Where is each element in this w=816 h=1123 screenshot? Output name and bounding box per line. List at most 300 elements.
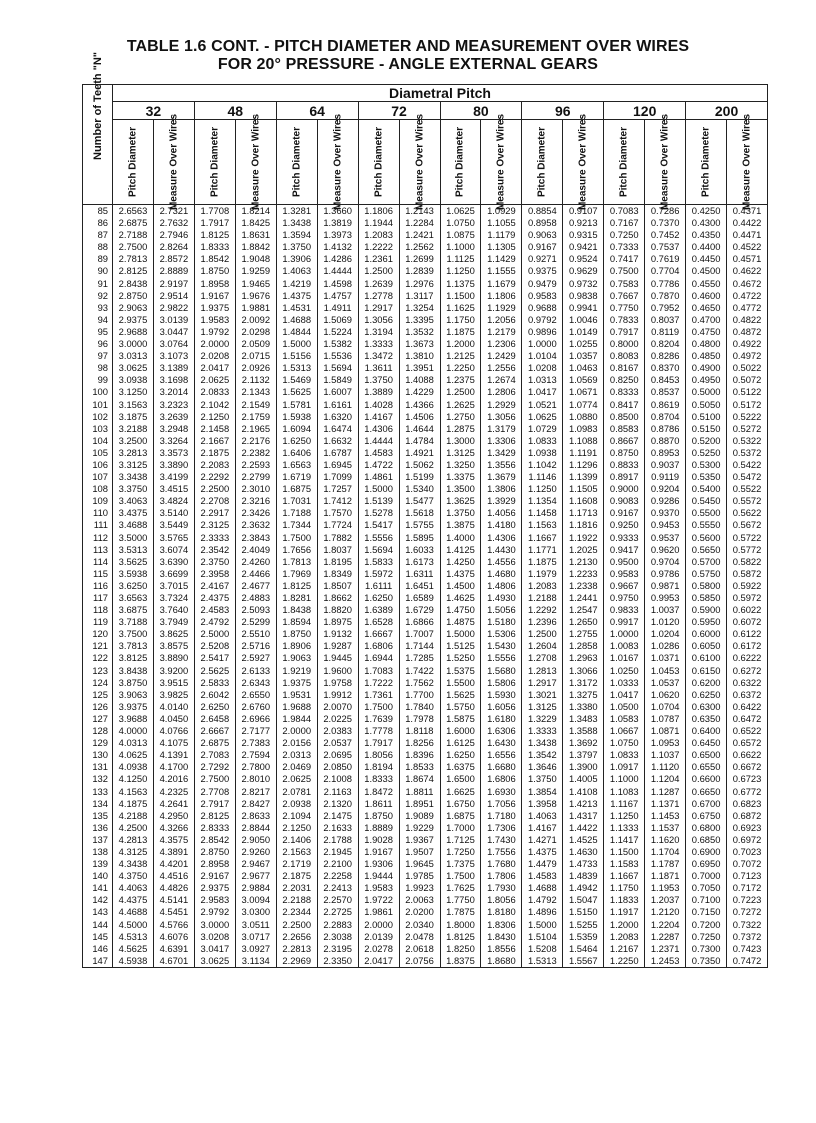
measure-over-wires-cell: 0.6022: [727, 604, 768, 616]
measure-over-wires-cell: 3.1389: [153, 362, 194, 374]
pitch-diameter-cell: 1.1806: [358, 205, 399, 218]
measure-over-wires-cell: 1.0620: [645, 689, 686, 701]
teeth-count: 96: [83, 338, 113, 350]
measure-over-wires-cell: 3.9825: [153, 689, 194, 701]
pitch-diameter-cell: 1.3333: [358, 338, 399, 350]
teeth-count: 143: [83, 906, 113, 918]
pitch-diameter-cell: 4.1250: [113, 773, 154, 785]
pitch-diameter-cell: 2.8125: [194, 810, 235, 822]
pitch-diameter-cell: 1.3750: [522, 773, 563, 785]
measure-over-wires-cell: 1.6787: [317, 447, 358, 459]
measure-over-wires-cell: 3.8625: [153, 628, 194, 640]
pitch-diameter-cell: 1.8125: [194, 229, 235, 241]
measure-over-wires-cell: 2.7594: [235, 749, 276, 761]
pitch-diameter-cell: 0.5150: [686, 423, 727, 435]
pitch-diameter-cell: 1.1167: [604, 798, 645, 810]
measure-over-wires-cell: 1.1120: [645, 761, 686, 773]
measure-over-wires-cell: 2.7946: [153, 229, 194, 241]
measure-over-wires-cell: 2.1343: [235, 386, 276, 398]
pitch-diameter-cell: 0.4750: [686, 326, 727, 338]
measure-over-wires-cell: 4.4201: [153, 858, 194, 870]
pitch-diameter-cell: 0.5350: [686, 471, 727, 483]
measure-over-wires-cell: 0.8286: [645, 350, 686, 362]
teeth-count: 132: [83, 773, 113, 785]
pitch-diameter-cell: 0.4800: [686, 338, 727, 350]
pitch-diameter-cell: 3.0000: [194, 919, 235, 931]
measure-over-wires-cell: 0.7472: [727, 955, 768, 968]
pitch-diameter-cell: 0.9667: [604, 580, 645, 592]
table-row: [83, 423, 768, 435]
pitch-diameter-cell: 1.3194: [358, 326, 399, 338]
measure-over-wires-cell: 4.2950: [153, 810, 194, 822]
pitch-diameter-cell: 1.2083: [358, 229, 399, 241]
teeth-label: Number of Teeth "N": [92, 51, 104, 160]
measure-over-wires-cell: 0.4471: [727, 229, 768, 241]
pitch-diameter-cell: 1.7361: [358, 689, 399, 701]
pitch-diameter-cell: 0.4850: [686, 350, 727, 362]
measure-over-wires-cell: 1.0929: [481, 205, 522, 218]
measure-over-wires-cell: 2.1163: [317, 786, 358, 798]
pitch-diameter-cell: 1.7222: [358, 677, 399, 689]
pitch-diameter-cell: 1.4875: [440, 616, 481, 628]
measure-over-wires-cell: 2.4049: [235, 544, 276, 556]
pitch-diameter-cell: 1.5139: [358, 495, 399, 507]
pitch-diameter-cell: 3.5938: [113, 568, 154, 580]
measure-over-wires-cell: 4.0450: [153, 713, 194, 725]
pitch-diameter-cell: 1.7656: [276, 544, 317, 556]
measure-over-wires-cell: 1.2755: [563, 628, 604, 640]
pitch-diameter-cell: 0.4300: [686, 217, 727, 229]
pitch-diameter-cell: 1.1667: [604, 870, 645, 882]
pitch-diameter-cell: 0.6450: [686, 737, 727, 749]
measure-over-wires-cell: 2.7321: [153, 205, 194, 218]
pitch-diameter-cell: 3.2500: [113, 435, 154, 447]
pitch-diameter-cell: 0.6350: [686, 713, 727, 725]
pitch-diameter-cell: 2.4792: [194, 616, 235, 628]
pitch-diameter-cell: 1.8333: [358, 773, 399, 785]
pitch-diameter-cell: 0.6800: [686, 822, 727, 834]
measure-over-wires-cell: 2.4883: [235, 592, 276, 604]
measure-over-wires-label: Measure Over Wires: [168, 113, 180, 211]
measure-over-wires-cell: 0.6823: [727, 798, 768, 810]
pitch-diameter-cell: 0.6700: [686, 798, 727, 810]
measure-over-wires-cell: 2.1132: [235, 374, 276, 386]
pitch-diameter-cell: 4.4688: [113, 906, 154, 918]
measure-over-wires-label: Measure Over Wires: [414, 113, 426, 211]
pitch-diameter-cell: 2.2708: [194, 495, 235, 507]
measure-over-wires-cell: 0.8870: [645, 435, 686, 447]
measure-over-wires-cell: 1.5047: [563, 894, 604, 906]
pitch-diameter-cell: 2.2031: [276, 882, 317, 894]
pitch-diameter-cell: 1.9792: [194, 326, 235, 338]
measure-over-wires-cell: 1.2130: [563, 556, 604, 568]
pitch-diameter-cell: 1.4063: [276, 265, 317, 277]
pitch-diameter-cell: 1.5000: [522, 919, 563, 931]
measure-over-wires-cell: 1.0120: [645, 616, 686, 628]
measure-over-wires-cell: 1.4784: [399, 435, 440, 447]
measure-over-wires-cell: 0.9537: [645, 532, 686, 544]
measure-over-wires-cell: 0.5872: [727, 568, 768, 580]
pitch-diameter-cell: 4.0313: [113, 737, 154, 749]
measure-over-wires-cell: 1.6173: [399, 556, 440, 568]
pitch-diameter-cell: 1.7031: [276, 495, 317, 507]
measure-over-wires-cell: 1.4229: [399, 386, 440, 398]
pitch-diameter-cell: 3.1250: [113, 386, 154, 398]
measure-over-wires-cell: 1.3556: [481, 459, 522, 471]
teeth-count: 115: [83, 568, 113, 580]
teeth-count: 133: [83, 786, 113, 798]
measure-over-wires-cell: 0.6622: [727, 749, 768, 761]
pitch-diameter-cell: 0.5400: [686, 483, 727, 495]
table-row: [83, 882, 768, 894]
pitch-diameter-cell: 0.6400: [686, 725, 727, 737]
measure-over-wires-cell: 2.8010: [235, 773, 276, 785]
measure-over-wires-cell: 1.2650: [563, 616, 604, 628]
measure-over-wires-cell: 1.1371: [645, 798, 686, 810]
measure-over-wires-cell: 1.0774: [563, 399, 604, 411]
measure-over-wires-cell: 3.7015: [153, 580, 194, 592]
pitch-diameter-cell: 2.0625: [194, 374, 235, 386]
pitch-diameter-cell: 1.7500: [440, 870, 481, 882]
measure-over-wires-cell: 1.3483: [563, 713, 604, 725]
pitch-diameter-cell: 1.2625: [440, 399, 481, 411]
pitch-diameter-cell: 1.3472: [358, 350, 399, 362]
pitch-diameter-cell: 0.7250: [686, 931, 727, 943]
pitch-diameter-cell: 1.0583: [604, 713, 645, 725]
table-row: [83, 725, 768, 737]
pitch-diameter-cell: 3.2813: [113, 447, 154, 459]
pitch-diameter-cell: 1.1083: [604, 786, 645, 798]
pitch-diameter-cell: 1.8889: [358, 822, 399, 834]
pitch-diameter-cell: 3.0625: [113, 362, 154, 374]
pitch-diameter-cell: 1.1250: [522, 483, 563, 495]
teeth-count: 103: [83, 423, 113, 435]
pitch-diameter-cell: 1.9583: [358, 882, 399, 894]
measure-over-wires-cell: 1.8180: [481, 906, 522, 918]
measure-over-wires-cell: 0.7286: [645, 205, 686, 218]
measure-over-wires-cell: 1.3056: [481, 411, 522, 423]
measure-over-wires-cell: 0.9107: [563, 205, 604, 218]
measure-over-wires-cell: 1.6180: [481, 713, 522, 725]
pitch-diameter-cell: 3.9063: [113, 689, 154, 701]
pitch-diameter-cell: 2.2188: [276, 894, 317, 906]
pitch-diameter-cell: 2.7813: [113, 253, 154, 265]
pitch-diameter-cell: 1.4844: [276, 326, 317, 338]
pitch-diameter-cell: 0.6650: [686, 786, 727, 798]
table-row: [83, 665, 768, 677]
measure-over-wires-cell: 3.1698: [153, 374, 194, 386]
pitch-diameter-cell: 1.3958: [522, 798, 563, 810]
measure-over-wires-cell: 0.9732: [563, 278, 604, 290]
measure-over-wires-cell: 1.8975: [317, 616, 358, 628]
pitch-diameter-cell: 0.4950: [686, 374, 727, 386]
measure-over-wires-cell: 1.3395: [399, 314, 440, 326]
pitch-diameter-cell: 1.1750: [604, 882, 645, 894]
measure-over-wires-cell: 1.1922: [563, 532, 604, 544]
pitch-diameter-cell: 0.9083: [604, 495, 645, 507]
measure-over-wires-cell: 1.7285: [399, 652, 440, 664]
pitch-diameter-cell: 3.3750: [113, 483, 154, 495]
measure-over-wires-cell: 3.9200: [153, 665, 194, 677]
measure-over-wires-cell: 1.7556: [481, 846, 522, 858]
measure-over-wires-cell: 1.2025: [563, 544, 604, 556]
pitch-diameter-cell: 1.7813: [276, 556, 317, 568]
measure-over-wires-cell: 2.0225: [317, 713, 358, 725]
measure-over-wires-cell: 1.8306: [481, 919, 522, 931]
measure-over-wires-cell: 0.4622: [727, 265, 768, 277]
pitch-diameter-cell: 1.4125: [440, 544, 481, 556]
measure-over-wires-cell: 1.1179: [481, 229, 522, 241]
pitch-diameter-cell: 3.4063: [113, 495, 154, 507]
teeth-count: 95: [83, 326, 113, 338]
measure-over-wires-cell: 1.8631: [235, 229, 276, 241]
measure-over-wires-cell: 1.9132: [317, 628, 358, 640]
pitch-diameter-cell: 2.9375: [113, 314, 154, 326]
teeth-count: 121: [83, 640, 113, 652]
measure-over-wires-cell: 1.2284: [399, 217, 440, 229]
measure-over-wires-cell: 1.9465: [235, 278, 276, 290]
pitch-diameter-cell: 0.8750: [604, 447, 645, 459]
pitch-diameter-cell: 1.0521: [522, 399, 563, 411]
pitch-diameter-cell: 3.6875: [113, 604, 154, 616]
pitch-diameter-cell: 1.6250: [440, 749, 481, 761]
measure-over-wires-cell: 1.4317: [563, 810, 604, 822]
measure-over-wires-cell: 1.0204: [645, 628, 686, 640]
measure-over-wires-cell: 1.6474: [317, 423, 358, 435]
measure-over-wires-cell: 1.5062: [399, 459, 440, 471]
pitch-diameter-cell: 1.3611: [358, 362, 399, 374]
measure-over-wires-cell: 1.6033: [399, 544, 440, 556]
measure-over-wires-cell: 0.7322: [727, 919, 768, 931]
pitch-diameter-cell: 1.3854: [522, 786, 563, 798]
measure-over-wires-cell: 1.2204: [645, 919, 686, 931]
pitch-diameter-cell: 1.0938: [522, 447, 563, 459]
teeth-count: 100: [83, 386, 113, 398]
pitch-diameter-cell: 0.7083: [604, 205, 645, 218]
pitch-diameter-cell: 0.5650: [686, 544, 727, 556]
measure-over-wires-cell: 1.3929: [481, 495, 522, 507]
pitch-diameter-cell: 1.4688: [276, 314, 317, 326]
pitch-diameter-cell: 1.7000: [440, 822, 481, 834]
measure-over-wires-cell: 0.6923: [727, 822, 768, 834]
measure-over-wires-cell: 1.5680: [481, 665, 522, 677]
pitch-diameter-cell: 1.4531: [276, 302, 317, 314]
pitch-diameter-cell: 1.1563: [522, 519, 563, 531]
pitch-diameter-cell: 1.4444: [358, 435, 399, 447]
measure-over-wires-cell: 1.7930: [481, 882, 522, 894]
measure-over-wires-cell: 2.2799: [235, 471, 276, 483]
pitch-diameter-cell: 2.8750: [194, 846, 235, 858]
measure-over-wires-cell: 1.4056: [481, 507, 522, 519]
measure-over-wires-cell: 1.1704: [645, 846, 686, 858]
pitch-diameter-cell: 3.8438: [113, 665, 154, 677]
pitch-diameter-cell: 1.8125: [276, 580, 317, 592]
pitch-diameter-cell: 1.0667: [604, 725, 645, 737]
pitch-diameter-cell: 1.0875: [440, 229, 481, 241]
pitch-diameter-cell: 4.2500: [113, 822, 154, 834]
measure-over-wires-cell: 0.6522: [727, 725, 768, 737]
measure-over-wires-cell: 3.5449: [153, 519, 194, 531]
measure-over-wires-cell: 1.4921: [399, 447, 440, 459]
measure-over-wires-cell: 3.0511: [235, 919, 276, 931]
measure-over-wires-cell: 1.5694: [317, 362, 358, 374]
measure-over-wires-cell: 1.4132: [317, 241, 358, 253]
pitch-diameter-cell: 2.1406: [276, 834, 317, 846]
measure-over-wires-cell: 0.9941: [563, 302, 604, 314]
pitch-diameter-cell: 1.1979: [522, 568, 563, 580]
pitch-diameter-cell: 1.2083: [604, 931, 645, 943]
pitch-diameter-cell: 1.0417: [522, 386, 563, 398]
measure-over-wires-cell: 0.5372: [727, 447, 768, 459]
pitch-diameter-cell: 1.7969: [276, 568, 317, 580]
pitch-diameter-cell: 2.4583: [194, 604, 235, 616]
measure-over-wires-cell: 4.0766: [153, 725, 194, 737]
pitch-diameter-cell: 0.4450: [686, 253, 727, 265]
table-row: [83, 399, 768, 411]
teeth-count: 142: [83, 894, 113, 906]
measure-over-wires-cell: 1.2179: [481, 326, 522, 338]
table-row: [83, 919, 768, 931]
pitch-diameter-cell: 1.3875: [440, 519, 481, 531]
measure-over-wires-cell: 1.3973: [317, 229, 358, 241]
teeth-count: 128: [83, 725, 113, 737]
measure-over-wires-label: Measure Over Wires: [332, 113, 344, 211]
pitch-diameter-cell: 2.1458: [194, 423, 235, 435]
pitch-diameter-cell: 1.1771: [522, 544, 563, 556]
table-row: [83, 677, 768, 689]
measure-over-wires-cell: 0.6122: [727, 628, 768, 640]
measure-over-wires-cell: 2.1008: [317, 773, 358, 785]
pitch-diameter-cell: 0.4550: [686, 278, 727, 290]
pitch-diameter-cell: 4.3750: [113, 870, 154, 882]
pitch-diameter-cell: 1.7625: [440, 882, 481, 894]
measure-over-wires-cell: 1.5430: [481, 640, 522, 652]
pitch-diameter-cell: 0.7750: [604, 302, 645, 314]
pitch-diameter-cell: 1.4500: [440, 580, 481, 592]
pitch-diameter-cell: 0.8083: [604, 350, 645, 362]
pitch-diameter-cell: 0.7167: [604, 217, 645, 229]
measure-over-wires-cell: 1.8533: [399, 761, 440, 773]
measure-over-wires-cell: 2.7800: [235, 761, 276, 773]
pitch-diameter-cell: 0.6900: [686, 846, 727, 858]
pitch-diameter-cell: 2.7500: [194, 773, 235, 785]
measure-over-wires-cell: 2.9514: [153, 290, 194, 302]
pitch-diameter-cell: 0.6950: [686, 858, 727, 870]
table-row: [83, 761, 768, 773]
pitch-diameter-cell: 1.5938: [276, 411, 317, 423]
teeth-count: 130: [83, 749, 113, 761]
measure-over-wires-cell: 2.6343: [235, 677, 276, 689]
measure-over-wires-cell: 0.6422: [727, 701, 768, 713]
measure-over-wires-cell: 1.6806: [481, 773, 522, 785]
pitch-diameter-cell: 2.0417: [194, 362, 235, 374]
table-row: [83, 858, 768, 870]
table-row: [83, 519, 768, 531]
pitch-diameter-cell: 2.1667: [194, 435, 235, 447]
pitch-diameter-cell: 1.6500: [440, 773, 481, 785]
measure-over-wires-cell: 3.0717: [235, 931, 276, 943]
pitch-72-header: 72: [358, 102, 440, 120]
pitch-diameter-cell: 1.6875: [440, 810, 481, 822]
pitch-diameter-cell: 3.0417: [194, 943, 235, 955]
measure-over-wires-cell: 1.9600: [317, 665, 358, 677]
pitch-diameter-cell: 2.7917: [194, 798, 235, 810]
pitch-diameter-cell: 3.5313: [113, 544, 154, 556]
pitch-diameter-cell: 3.9688: [113, 713, 154, 725]
measure-over-wires-cell: 3.0447: [153, 326, 194, 338]
pitch-diameter-cell: 2.8125: [113, 265, 154, 277]
pitch-diameter-cell: 1.4167: [358, 411, 399, 423]
pitch-diameter-cell: 1.2167: [604, 943, 645, 955]
pitch-diameter-cell: 1.3750: [358, 374, 399, 386]
table-row: [83, 713, 768, 725]
pitch-diameter-cell: 1.9444: [358, 870, 399, 882]
measure-over-wires-cell: 2.2382: [235, 447, 276, 459]
pitch-diameter-cell: 1.4861: [358, 471, 399, 483]
measure-over-wires-cell: 1.4806: [481, 580, 522, 592]
pitch-diameter-cell: 2.9063: [113, 302, 154, 314]
teeth-count: 137: [83, 834, 113, 846]
pitch-diameter-cell: 1.3125: [440, 447, 481, 459]
measure-over-wires-cell: 1.2453: [645, 955, 686, 968]
pitch-diameter-cell: 1.4583: [522, 870, 563, 882]
measure-over-wires-cell: 1.2421: [399, 229, 440, 241]
pitch-diameter-cell: 1.1146: [522, 471, 563, 483]
pitch-diameter-cell: 1.1125: [440, 253, 481, 265]
measure-over-wires-cell: 4.3266: [153, 822, 194, 834]
table-row: [83, 955, 768, 968]
pitch-diameter-cell: 1.8906: [276, 640, 317, 652]
measure-over-wires-cell: 2.6966: [235, 713, 276, 725]
pitch-diameter-label: Pitch Diameter: [700, 126, 712, 198]
measure-over-wires-cell: 0.4672: [727, 278, 768, 290]
measure-over-wires-cell: 1.2806: [481, 386, 522, 398]
pitch-diameter-cell: 0.6750: [686, 810, 727, 822]
pitch-diameter-cell: 1.2708: [522, 652, 563, 664]
measure-over-wires-cell: 2.7632: [153, 217, 194, 229]
measure-over-wires-cell: 1.1608: [563, 495, 604, 507]
pitch-diameter-cell: 1.9531: [276, 689, 317, 701]
pitch-diameter-cell: 0.5000: [686, 386, 727, 398]
measure-over-wires-cell: 0.6472: [727, 713, 768, 725]
measure-over-wires-cell: 0.4571: [727, 253, 768, 265]
table-row: [83, 278, 768, 290]
pitch-diameter-cell: 1.2361: [358, 253, 399, 265]
pitch-diameter-cell: 1.5625: [440, 689, 481, 701]
measure-over-wires-cell: 3.9515: [153, 677, 194, 689]
measure-over-wires-cell: 4.4516: [153, 870, 194, 882]
measure-over-wires-cell: 3.0094: [235, 894, 276, 906]
pitch-diameter-cell: 1.1875: [440, 326, 481, 338]
pitch-diameter-cell: 4.5625: [113, 943, 154, 955]
pitch-diameter-header-72: [358, 120, 399, 205]
pitch-diameter-cell: 3.4375: [113, 507, 154, 519]
measure-over-wires-cell: 0.9119: [645, 471, 686, 483]
measure-over-wires-cell: 0.9620: [645, 544, 686, 556]
measure-over-wires-cell: 0.5672: [727, 519, 768, 531]
measure-over-wires-cell: 2.2593: [235, 459, 276, 471]
pitch-diameter-cell: 3.3438: [113, 471, 154, 483]
pitch-diameter-cell: 2.0156: [276, 737, 317, 749]
pitch-diameter-cell: 0.5900: [686, 604, 727, 616]
pitch-diameter-cell: 1.4375: [522, 846, 563, 858]
pitch-diameter-cell: 2.4167: [194, 580, 235, 592]
table-row: [83, 906, 768, 918]
pitch-diameter-cell: 1.7500: [358, 701, 399, 713]
pitch-diameter-cell: 0.9688: [522, 302, 563, 314]
measure-over-wires-cell: 3.3890: [153, 459, 194, 471]
teeth-count: 89: [83, 253, 113, 265]
